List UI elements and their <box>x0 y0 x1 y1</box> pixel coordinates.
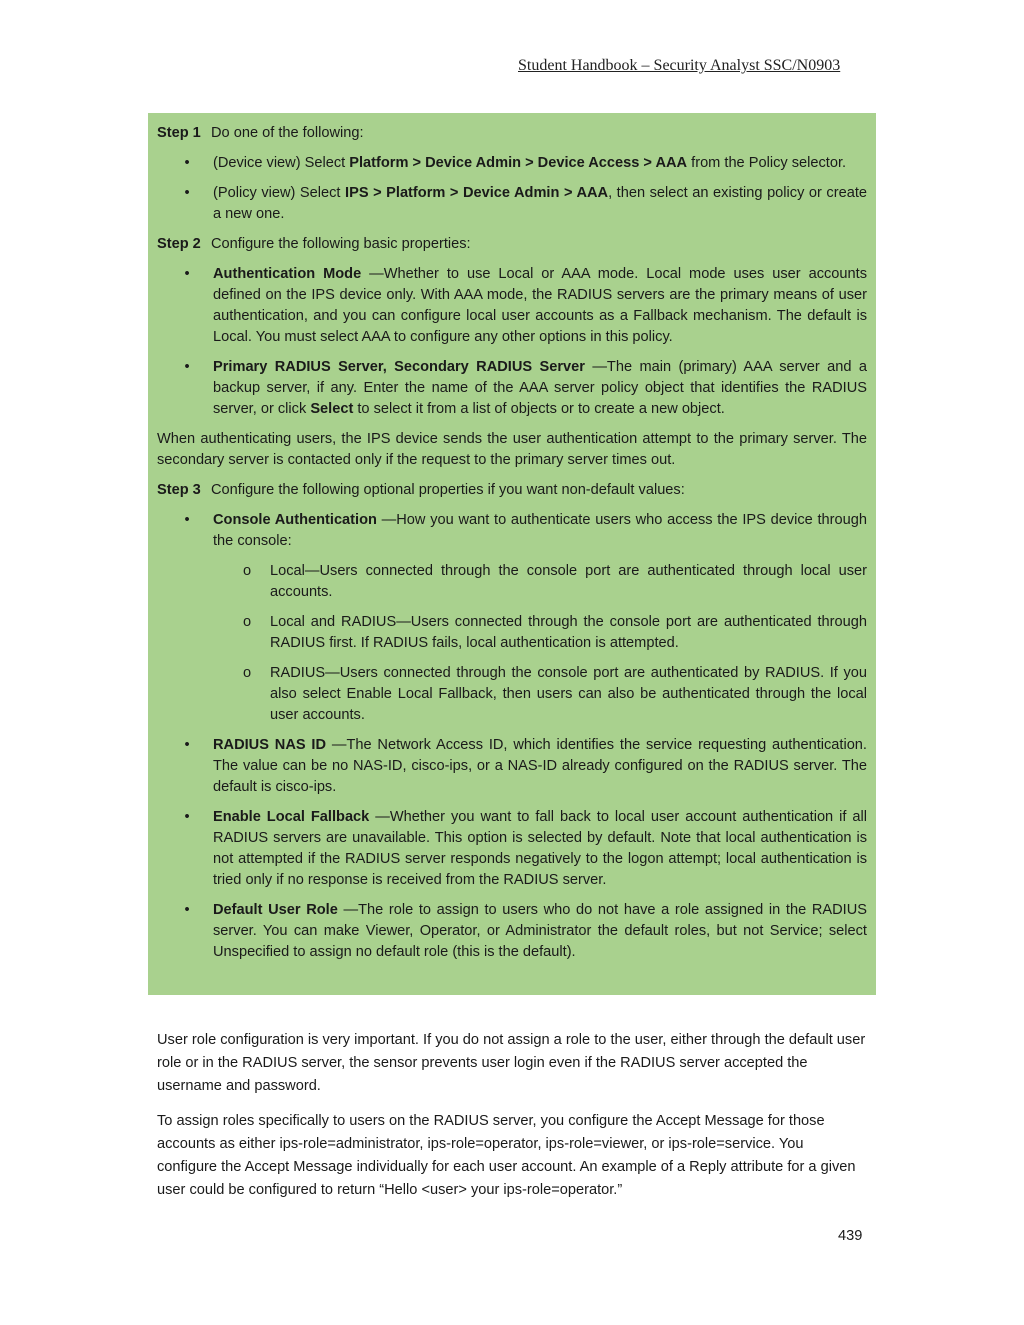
item-text: Local—Users connected through the console port are authenticated through local user accounts. <box>270 563 867 600</box>
sub-list-item <box>157 663 867 726</box>
step-label: Step 2 <box>157 236 201 252</box>
item-text: —The Network Access ID, which identifies the service requesting authentication. The value can be no NAS-ID, cisco-ips, or a NAS-ID already configured on the RADIUS server. The default is cisco-ips. <box>213 737 867 795</box>
list-item <box>157 807 867 891</box>
property-name: Primary RADIUS Server, Secondary RADIUS Server <box>213 359 585 375</box>
item-text: to select it from a list of objects or to create a new object. <box>353 401 725 417</box>
select-keyword: Select <box>310 401 354 417</box>
circle-bullet-icon: o <box>242 563 252 579</box>
bullet-icon: • <box>184 809 190 825</box>
property-name: Enable Local Fallback <box>213 809 370 825</box>
item-text: —Whether you want to fall back to local user account authentication if all RADIUS servers are unavailable. This option is selected by default. Note that local authentication is not attempted if the RADIUS server responds negatively to the logon attempt; local authentication is tried only if no response is received from the RADIUS server. <box>213 809 867 888</box>
body-paragraph-1 <box>157 1029 867 1098</box>
step-label: Step 1 <box>157 125 201 141</box>
menu-path: Platform > Device Admin > Device Access > AAA <box>349 155 688 171</box>
menu-path: IPS > Platform > Device Admin > AAA <box>345 185 609 201</box>
bullet-icon: • <box>184 359 190 375</box>
step-1 <box>157 123 867 144</box>
bullet-icon: • <box>184 737 190 753</box>
list-item <box>157 900 867 963</box>
list-item <box>157 357 867 420</box>
item-text: —How you want to authenticate users who access the IPS device through the console: <box>213 512 868 549</box>
item-text: —Whether to use Local or AAA mode. Local mode uses user accounts defined on the IPS device only. With AAA mode, the RADIUS servers are the primary means of user authentication, and you can configure local user accounts as a Fallback mechanism. The default is Local. You must select AAA to configure any other options in this policy. <box>213 266 868 345</box>
sub-list-item <box>157 561 867 603</box>
item-text: from the Policy selector. <box>687 155 847 171</box>
item-text: , then select an existing policy or create a new one. <box>213 185 867 222</box>
list-item <box>157 510 867 552</box>
paragraph-text: User role configuration is very important. If you do not assign a role to the user, either through the default user role or in the RADIUS server, the sensor prevents user login even if the RADIUS server accepted the username and password. <box>157 1032 866 1094</box>
circle-bullet-icon: o <box>242 614 252 630</box>
list-item <box>157 183 867 225</box>
item-text: (Policy view) Select <box>213 185 346 201</box>
item-text: (Device view) Select <box>213 155 350 171</box>
step-text: Configure the following optional properties if you want non-default values: <box>211 482 685 498</box>
page-number: 439 <box>838 1228 863 1244</box>
item-text: —The main (primary) AAA server and a backup server, if any. Enter the name of the AAA server policy object that identifies the RADIUS server, or click <box>213 359 867 417</box>
property-name: Authentication Mode <box>213 266 362 282</box>
item-text: Local and RADIUS—Users connected through the console port are authenticated through RADIUS first. If RADIUS fails, local authentication is attempted. <box>270 614 867 651</box>
bullet-icon: • <box>184 185 190 201</box>
circle-bullet-icon: o <box>242 665 252 681</box>
step-2 <box>157 234 867 255</box>
list-item <box>157 264 867 348</box>
property-name: Console Authentication <box>213 512 377 528</box>
step-text: Configure the following basic properties: <box>211 236 471 252</box>
note-paragraph: When authenticating users, the IPS device sends the user authentication attempt to the primary server. The secondary server is contacted only if the request to the primary server times out. <box>157 431 867 468</box>
step-text: Do one of the following: <box>211 125 364 141</box>
bullet-icon: • <box>184 512 190 528</box>
list-item <box>157 153 867 174</box>
step-3 <box>157 480 867 501</box>
bullet-icon: • <box>184 266 190 282</box>
sub-list-item <box>157 612 867 654</box>
paragraph-text: To assign roles specifically to users on the RADIUS server, you configure the Accept Message for those accounts as either ips-role=administrator, ips-role=operator, ips-role=viewer, or ips-role=service. You configure the Accept Message individually for each user account. An example of a Reply attribute for a given user could be configured to return “Hello <user> your ips-role=operator.” <box>157 1113 856 1198</box>
step-label: Step 3 <box>157 482 201 498</box>
body-paragraph-2 <box>157 1110 867 1202</box>
list-item <box>157 735 867 798</box>
property-name: Default User Role <box>213 902 338 918</box>
procedure-box <box>148 113 876 995</box>
bullet-icon: • <box>184 155 190 171</box>
bullet-icon: • <box>184 902 190 918</box>
item-text: —The role to assign to users who do not have a role assigned in the RADIUS server. You can make Viewer, Operator, or Administrator the default roles, but not Service; select Unspecified to assign no default role (this is the default). <box>213 902 867 960</box>
item-text: RADIUS—Users connected through the console port are authenticated by RADIUS. If you also select Enable Local Fallback, then users can also be authenticated through the local user accounts. <box>270 665 867 723</box>
property-name: RADIUS NAS ID <box>213 737 327 753</box>
page-header: Student Handbook – Security Analyst SSC/N0903 <box>518 57 841 74</box>
